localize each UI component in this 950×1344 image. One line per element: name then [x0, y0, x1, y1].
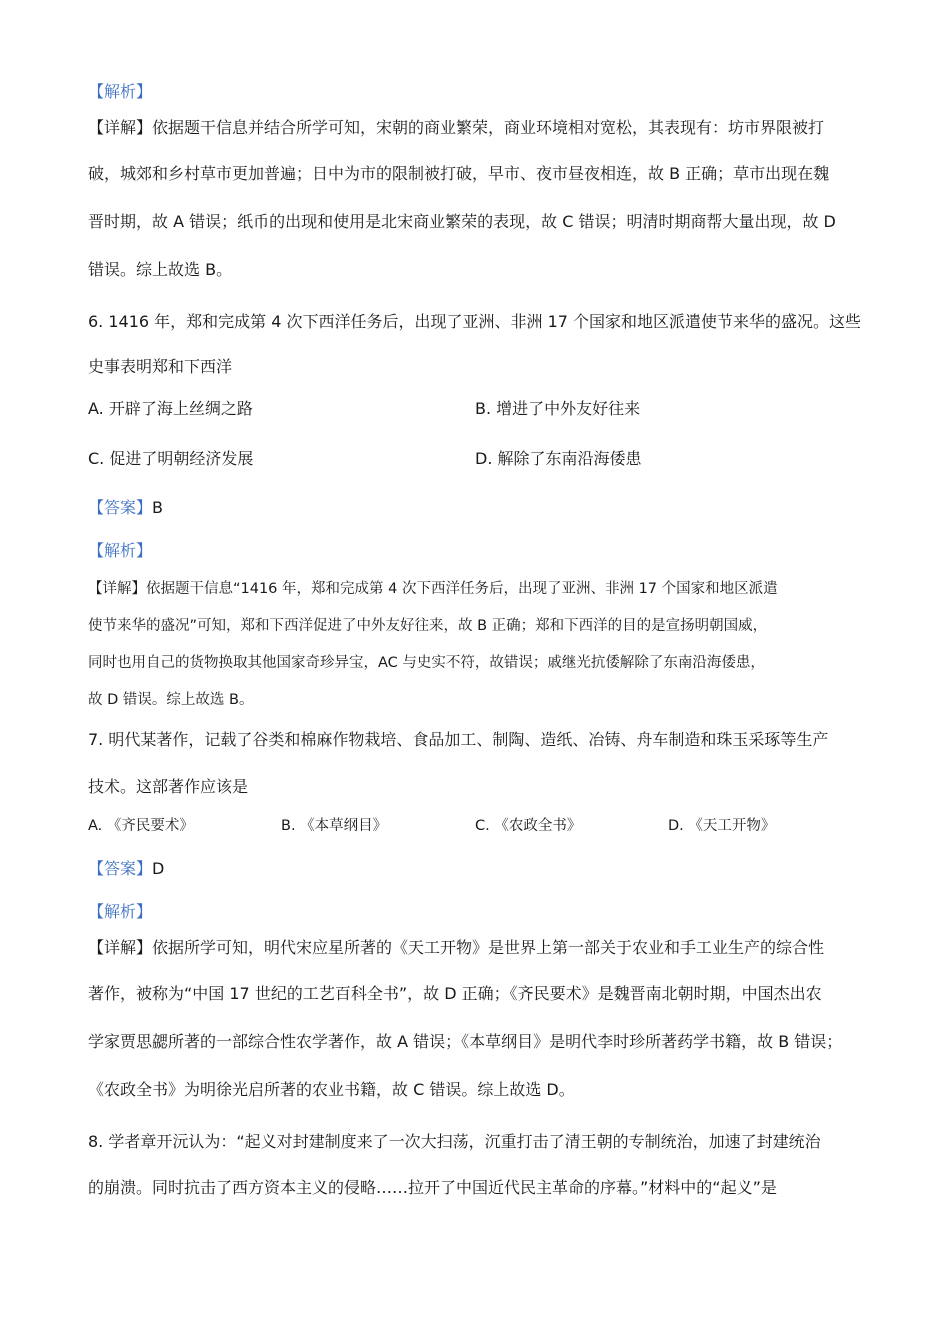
- question-6-option-d: D. 解除了东南沿海倭患: [475, 449, 642, 468]
- question-7-stem: 7. 明代某著作，记载了谷类和棉麻作物栽培、食品加工、制陶、造纸、冶铸、舟车制造和珠玉采琢等生产: [88, 730, 829, 749]
- answer-row: [88, 858, 164, 880]
- question-6-option-a: A. 开辟了海上丝绸之路: [88, 399, 253, 418]
- question-7-option-c: C. 《农政全书》: [475, 818, 582, 834]
- question-6-option-b: B. 增进了中外友好往来: [475, 399, 641, 418]
- analysis-label: 【解析】: [88, 541, 153, 560]
- answer-label: 【答案】: [88, 498, 153, 517]
- detail-line: 使节来华的盛况”可知，郑和下西洋促进了中外友好往来，故 B 正确；郑和下西洋的目的是宣扬明朝国威，: [88, 618, 768, 634]
- detail-line: 学家贾思勰所著的一部综合性农学著作，故 A 错误；《本草纲目》是明代李时珍所著药学书籍，故 B 错误；: [88, 1032, 843, 1051]
- analysis-label: 【解析】: [88, 902, 153, 921]
- detail-line: 错误。综上故选 B。: [88, 260, 233, 279]
- question-7-option-a: A. 《齐民要术》: [88, 818, 194, 834]
- question-6-stem: 史事表明郑和下西洋: [88, 357, 233, 376]
- question-7-stem: 技术。这部著作应该是: [88, 777, 249, 796]
- detail-line: 晋时期，故 A 错误；纸币的出现和使用是北宋商业繁荣的表现，故 C 错误；明清时期商帮大量出现，故 D: [88, 212, 836, 231]
- answer-row: [88, 497, 163, 519]
- question-7-option-b: B. 《本草纲目》: [281, 818, 388, 834]
- answer-value: D: [152, 859, 165, 878]
- detail-line: 破，城郊和乡村草市更加普遍；日中为市的限制被打破，早市、夜市昼夜相连，故 B 正确；草市出现在魏: [88, 164, 830, 183]
- detail-line: 【详解】依据题干信息并结合所学可知，宋朝的商业繁荣，商业环境相对宽松，其表现有：坊市界限被打: [88, 118, 825, 137]
- detail-line: 著作，被称为“中国 17 世纪的工艺百科全书”，故 D 正确；《齐民要术》是魏晋南北朝时期，中国杰出农: [88, 984, 822, 1003]
- analysis-label: 【解析】: [88, 82, 153, 101]
- question-6-stem: 6. 1416 年，郑和完成第 4 次下西洋任务后，出现了亚洲、非洲 17 个国家和地区派遣使节来华的盛况。这些: [88, 312, 862, 331]
- question-7-option-d: D. 《天工开物》: [668, 818, 776, 834]
- detail-line: 故 D 错误。综上故选 B。: [88, 692, 254, 708]
- answer-label: 【答案】: [88, 859, 153, 878]
- question-8-stem: 8. 学者章开沅认为：“起义对封建制度来了一次大扫荡，沉重打击了清王朝的专制统治，加速了封建统治: [88, 1132, 821, 1151]
- detail-line: 【详解】依据题干信息“1416 年，郑和完成第 4 次下西洋任务后，出现了亚洲、非洲 17 个国家和地区派遣: [88, 581, 778, 597]
- detail-line: 《农政全书》为明徐光启所著的农业书籍，故 C 错误。综上故选 D。: [88, 1080, 575, 1099]
- detail-line: 【详解】依据所学可知，明代宋应星所著的《天工开物》是世界上第一部关于农业和手工业生产的综合性: [88, 938, 825, 957]
- question-6-option-c: C. 促进了明朝经济发展: [88, 449, 254, 468]
- question-8-stem: 的崩溃。同时抗击了西方资本主义的侵略……拉开了中国近代民主革命的序幕。”材料中的“起义”是: [88, 1178, 777, 1197]
- answer-value: B: [152, 498, 163, 517]
- detail-line: 同时也用自己的货物换取其他国家奇珍异宝，AC 与史实不符，故错误；戚继光抗倭解除了东南沿海倭患，: [88, 655, 765, 671]
